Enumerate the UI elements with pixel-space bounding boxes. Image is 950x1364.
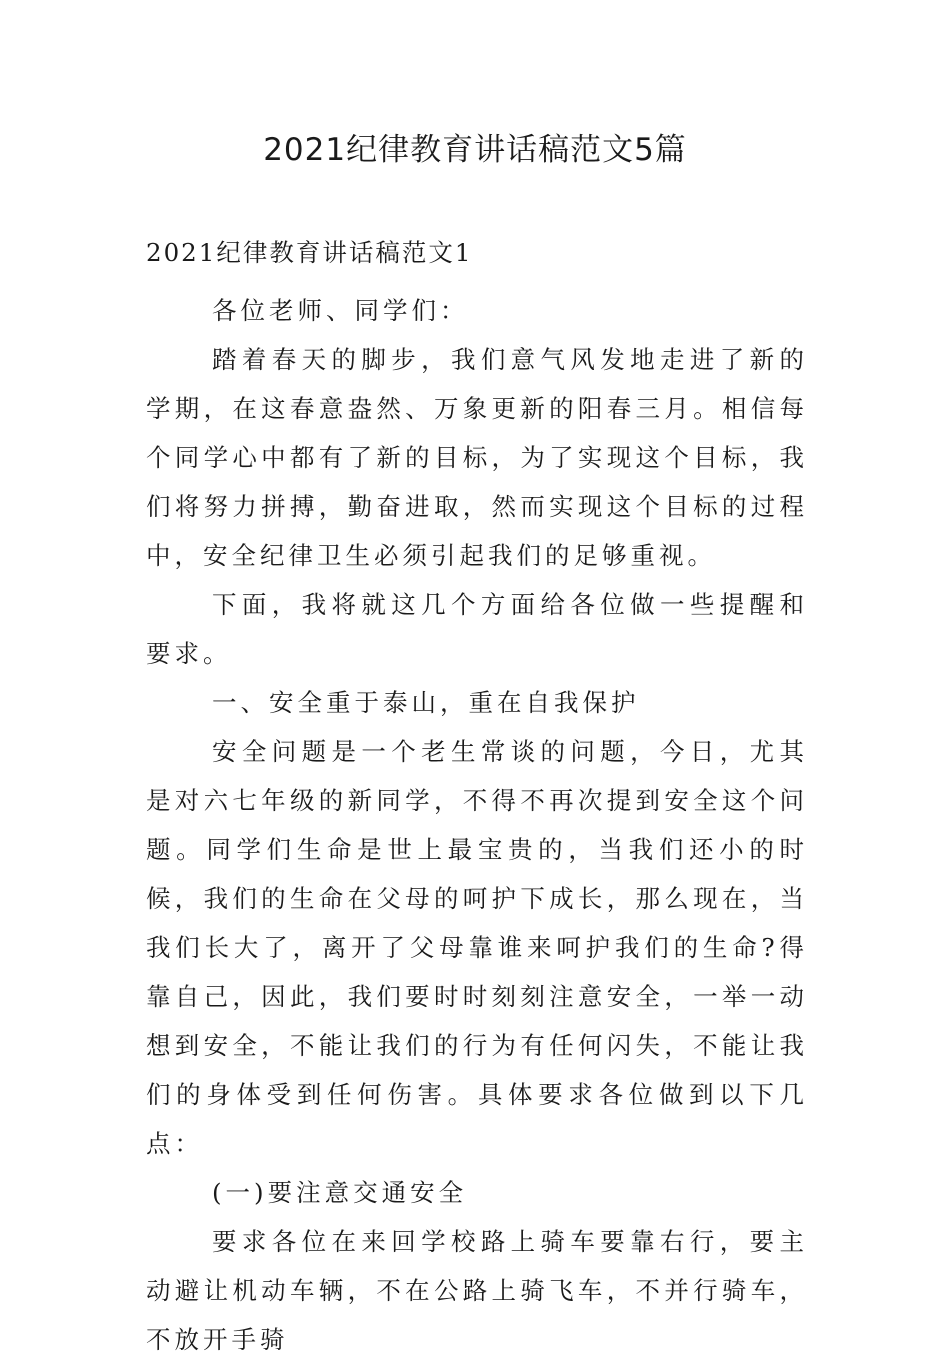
body-paragraph: 下面，我将就这几个方面给各位做一些提醒和要求。: [146, 590, 808, 668]
subheading-paragraph: 一、安全重于泰山，重在自我保护: [212, 688, 640, 717]
body-paragraph: 要求各位在来回学校路上骑车要靠右行，要主动避让机动车辆，不在公路上骑飞车，不并行骑车，不放开手骑: [146, 1227, 808, 1354]
salutation-paragraph: 各位老师、同学们：: [212, 296, 469, 325]
document-title: 2021纪律教育讲话稿范文5篇: [263, 132, 687, 168]
document-body: [146, 228, 808, 1364]
body-paragraph: 安全问题是一个老生常谈的问题，今日，尤其是对六七年级的新同学，不得不再次提到安全这个问题。同学们生命是世上最宝贵的，当我们还小的时候，我们的生命在父母的呵护下成长，那么现在，当我们长大了，离开了父母靠谁来呵护我们的生命?得靠自己，因此，我们要时时刻刻注意安全，一举一动想到安全，不能让我们的行为有任何闪失，不能让我们的身体受到任何伤害。具体要求各位做到以下几点：: [146, 737, 808, 1158]
subheading-paragraph: (一)要注意交通安全: [212, 1178, 468, 1207]
section-heading: 2021纪律教育讲话稿范文1: [146, 238, 473, 267]
body-paragraph: 踏着春天的脚步，我们意气风发地走进了新的学期，在这春意盎然、万象更新的阳春三月。相信每个同学心中都有了新的目标，为了实现这个目标，我们将努力拼搏，勤奋进取，然而实现这个目标的过程中，安全纪律卫生必须引起我们的足够重视。: [146, 345, 808, 570]
